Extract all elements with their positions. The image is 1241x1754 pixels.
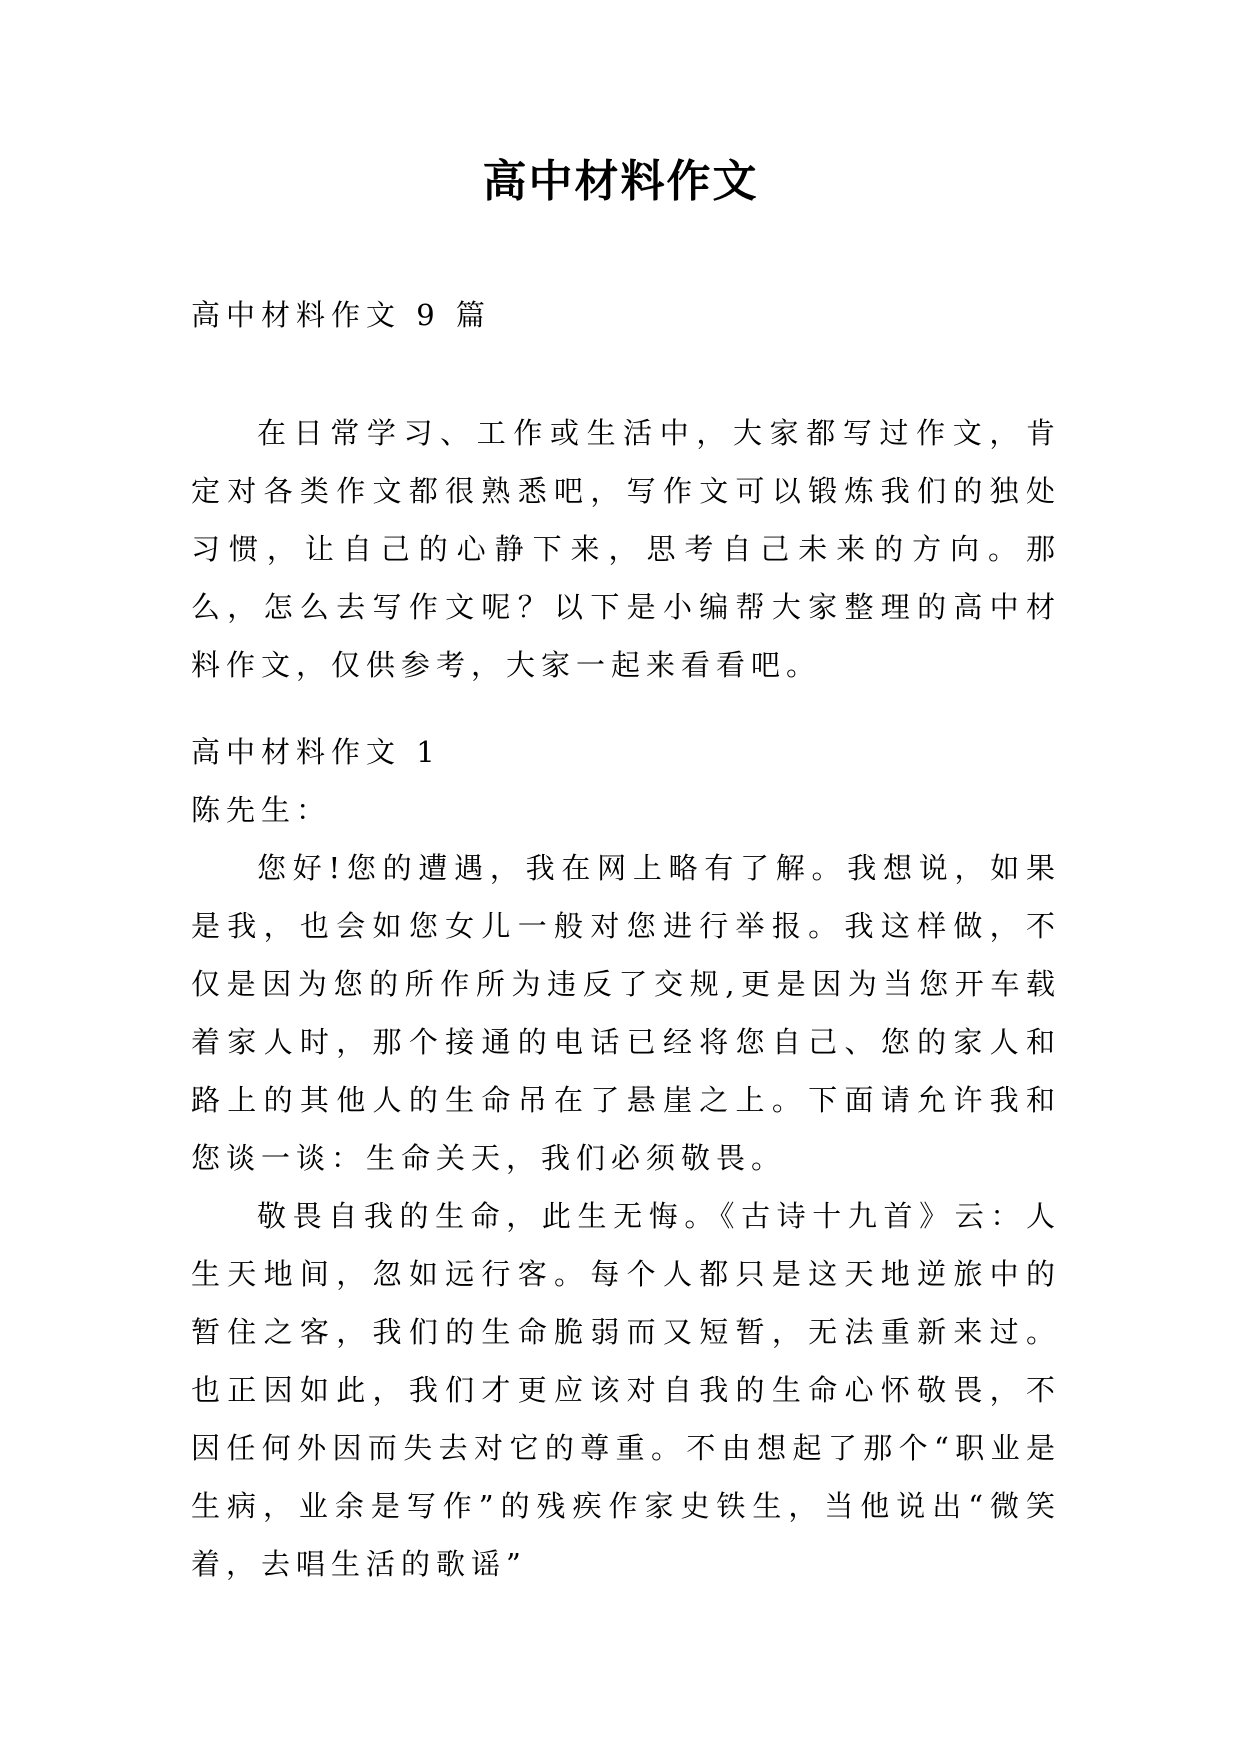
intro-paragraph: 在日常学习、工作或生活中，大家都写过作文，肯定对各类作文都很熟悉吧，写作文可以锻炼我们的独处习惯，让自己的心静下来，思考自己未来的方向。那么，怎么去写作文呢？以下是小编帮大家整理的高中材料作文，仅供参考，大家一起来看看吧。 xyxy=(191,416,1061,682)
letter-salutation: 陈先生： xyxy=(191,793,332,827)
body-paragraph-1: 您好!您的遭遇，我在网上略有了解。我想说，如果是我，也会如您女儿一般对您进行举报。我这样做，不仅是因为您的所作所为违反了交规,更是因为当您开车载着家人时，那个接通的电话已经将您自己、您的家人和路上的其他人的生命吊在了悬崖之上。下面请允许我和您谈一谈：生命关天，我们必须敬畏。 xyxy=(191,851,1061,1175)
document-subtitle: 高中材料作文 9 篇 xyxy=(191,298,491,332)
document-title: 高中材料作文 xyxy=(482,156,759,207)
section-heading: 高中材料作文 1 xyxy=(191,735,441,769)
body-paragraph-2: 敬畏自我的生命，此生无悔。《古诗十九首》云：人生天地间，忽如远行客。每个人都只是这天地逆旅中的暂住之客，我们的生命脆弱而又短暂，无法重新来过。也正因如此，我们才更应该对自我的生命心怀敬畏，不因任何外因而失去对它的尊重。不由想起了那个“职业是生病，业余是写作”的残疾作家史铁生，当他说出“微笑着，去唱生活的歌谣” xyxy=(191,1199,1061,1581)
